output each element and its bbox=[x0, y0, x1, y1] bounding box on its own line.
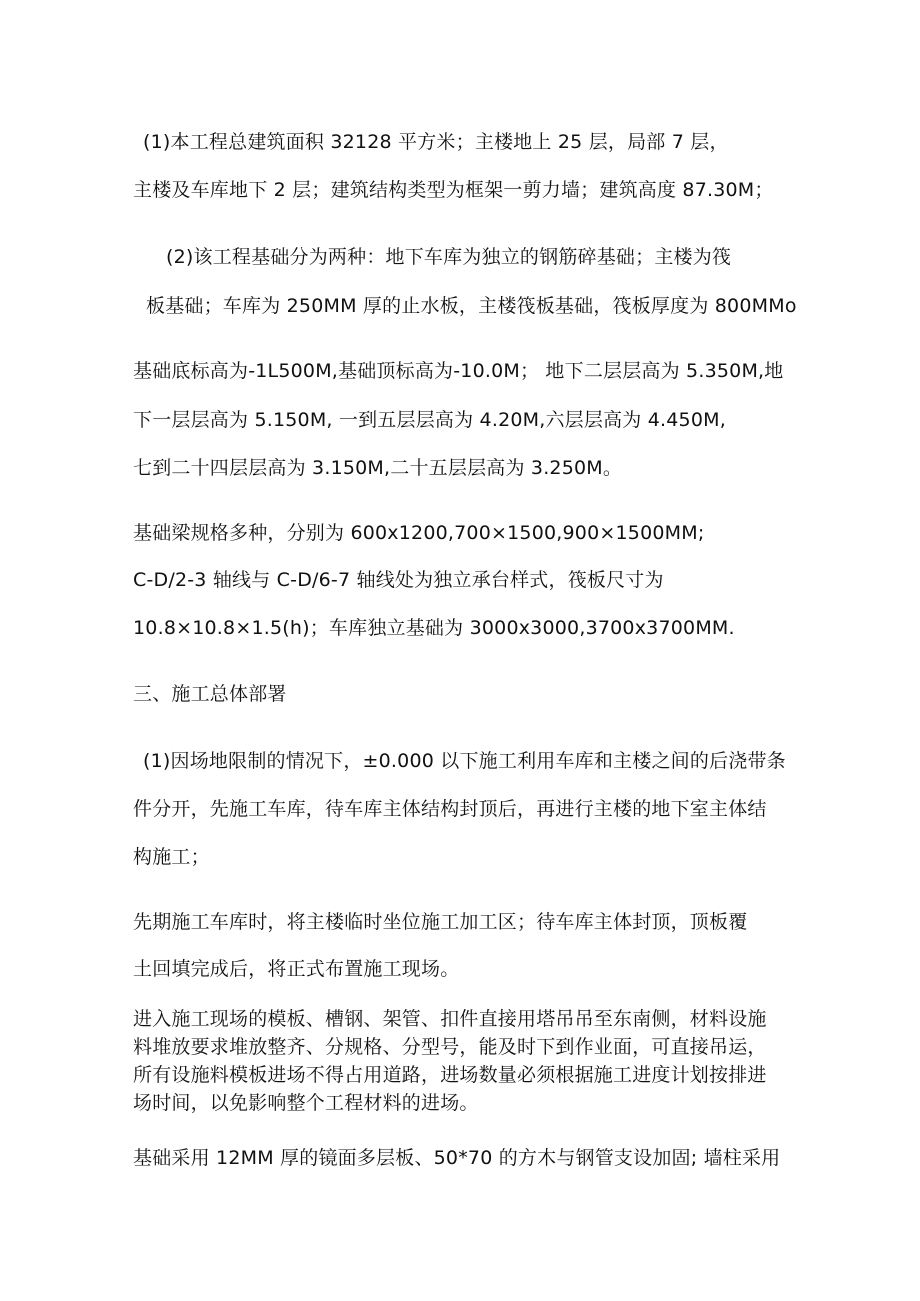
text-line-6: 下一层层高为 5.150M, 一到五层层高为 4.20M,六层层高为 4.450M, bbox=[133, 409, 726, 431]
section-heading: 三、施工总体部署 bbox=[133, 683, 287, 705]
text-line-3: (2)该工程基础分为两种：地下车库为独立的钢筋碎基础；主楼为筏 bbox=[166, 246, 732, 268]
text-line-8: 基础梁规格多种，分别为 600x1200,700×1500,900×1500MM; bbox=[133, 522, 705, 544]
text-line-13: 件分开，先施工车库，待车库主体结构封顶后，再进行主楼的地下室主体结 bbox=[133, 798, 767, 820]
text-line-19: 所有设施料模板进场不得占用道路，进场数量必须根据施工进度计划按排进 bbox=[133, 1064, 767, 1086]
text-line-4: 板基础；车库为 250MM 厚的止水板，主楼筏板基础，筏板厚度为 800MMo bbox=[146, 295, 797, 317]
text-line-2: 主楼及车库地下 2 层；建筑结构类型为框架一剪力墙；建筑高度 87.30M； bbox=[133, 179, 774, 201]
text-line-14: 构施工； bbox=[133, 846, 210, 868]
text-line-16: 土回填完成后，将正式布置施工现场。 bbox=[133, 958, 460, 980]
text-line-9: C-D/2-3 轴线与 C-D/6-7 轴线处为独立承台样式，筏板尺寸为 bbox=[133, 569, 664, 591]
text-line-15: 先期施工车库时，将主楼临时坐位施工加工区；待车库主体封顶，顶板覆 bbox=[133, 911, 748, 933]
text-line-21: 基础采用 12MM 厚的镜面多层板、50*70 的方木与钢管支设加固; 墙柱采用 bbox=[133, 1147, 781, 1169]
text-line-7: 七到二十四层层高为 3.150M,二十五层层高为 3.250M。 bbox=[133, 457, 623, 479]
text-line-10: 10.8×10.8×1.5(h)；车库独立基础为 3000x3000,3700x3700MM. bbox=[133, 617, 735, 639]
text-line-12: (1)因场地限制的情况下，±0.000 以下施工利用车库和主楼之间的后浇带条 bbox=[143, 750, 786, 772]
text-line-20: 场时间，以免影响整个工程材料的进场。 bbox=[133, 1092, 479, 1114]
text-line-18: 料堆放要求堆放整齐、分规格、分型号，能及时下到作业面，可直接吊运， bbox=[133, 1036, 767, 1058]
text-line-1: (1)本工程总建筑面积 32128 平方米；主楼地上 25 层，局部 7 层， bbox=[143, 131, 729, 153]
text-line-5: 基础底标高为-1L500M,基础顶标高为-10.0M； 地下二层层高为 5.350M,地 bbox=[133, 360, 784, 382]
text-line-17: 进入施工现场的模板、槽钢、架管、扣件直接用塔吊吊至东南侧，材料设施 bbox=[133, 1008, 767, 1030]
